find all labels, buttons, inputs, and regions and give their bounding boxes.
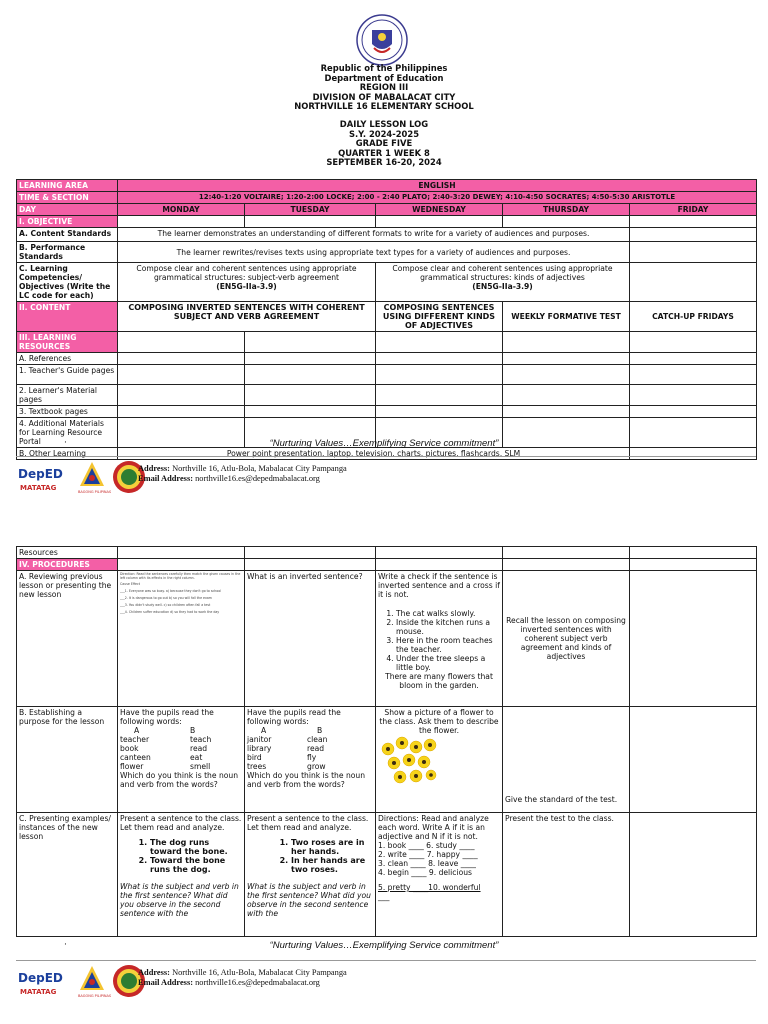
bullet: ·: [64, 438, 67, 448]
list-item: 1. The dog runs toward the bone.: [150, 838, 242, 856]
performance-text: The learner rewrites/revises texts using appropriate text types for a variety of audiences and purposes.: [118, 242, 630, 263]
table-row: [17, 332, 757, 353]
header-line: REGION III: [359, 82, 409, 93]
deped-seal-icon: [356, 14, 408, 66]
address-text: Northville 16, Atlu-Bola, Mabalacat City Pampanga: [172, 968, 347, 977]
table-row: [17, 192, 757, 204]
table-row: [17, 263, 757, 302]
references-label: A. References: [17, 353, 118, 365]
address-label: Address:: [138, 968, 170, 977]
content-friday: CATCH-UP FRIDAYS: [630, 302, 757, 332]
page-2: [0, 512, 768, 1024]
purpose-monday: Have the pupils read the following words: A B teacher teach book read canteen eat flower smell Which do you think is the noun and verb from the words?: [118, 707, 245, 813]
learning-area-label: LEARNING AREA: [17, 180, 118, 192]
footer: [16, 456, 756, 500]
content-thursday: WEEKLY FORMATIVE TEST: [503, 302, 630, 332]
competency-b-text: Compose clear and coherent sentences using appropriate grammatical structures: kinds of adjectives: [392, 264, 613, 282]
header-line: Department of Education: [324, 72, 444, 83]
competencies-label: C. Learning Competencies/ Objectives (Write the LC code for each): [17, 263, 118, 302]
review-label: A. Reviewing previous lesson or presenting the new lesson: [17, 571, 118, 707]
svg-text:BAGONG PILIPINAS: BAGONG PILIPINAS: [78, 490, 112, 494]
learners-material-label: 2. Learner's Material pages: [17, 385, 118, 406]
table-row: [17, 353, 757, 365]
list-item: 2. In her hands are two roses.: [291, 856, 373, 874]
table-row: [17, 813, 757, 937]
header-line: Republic of the Philippines: [320, 63, 448, 73]
inverted-check-list: [378, 609, 500, 672]
bagong-pilipinas-logo-icon: [78, 964, 112, 998]
table-row: [17, 707, 757, 813]
flower-picture-icon: [378, 735, 440, 785]
address-text: Northville 16, Atlu-Bola, Mabalacat City Pampanga: [172, 464, 347, 473]
motto: “Nurturing Values…Exemplifying Service commitment”: [269, 940, 499, 951]
list-item: 3. Here in the room teaches the teacher.: [396, 636, 500, 654]
list-item: 2. Toward the bone runs the dog.: [150, 856, 242, 874]
bagong-pilipinas-logo-icon: [78, 460, 112, 494]
table-row: [17, 365, 757, 385]
log-line: QUARTER 1 WEEK 8: [338, 147, 430, 158]
competency-b-code: (EN5G-IIa-3.9): [472, 282, 533, 291]
example-sentence-list: [120, 838, 242, 874]
email-label: Email Address:: [138, 474, 193, 483]
presenting-tuesday: Present a sentence to the class. Let them read and analyze. 1. Two roses are in her hands. 2. In her hands are two roses. What is the subject and verb in the first sentence? What did you observe in the second sentence with the: [245, 813, 376, 937]
table-row: [17, 180, 757, 192]
presenting-wednesday: Directions: Read and analyze each word. Write A if it is an adjective and N if it is not. 1. book ____ 6. study ____ 2. write ____ 7. happy ____ 3. clean ____ 8. leave ____ 4. begin ____ 9. delicious 5. pretty ____10. wonderful ___: [376, 813, 503, 937]
email-label: Email Address:: [138, 978, 193, 987]
school-header: [0, 64, 768, 112]
list-item: 4. Under the tree sleeps a little boy.: [396, 654, 500, 672]
day-label: DAY: [17, 204, 118, 216]
table-row: [17, 406, 757, 418]
procedures-label: IV. PROCEDURES: [17, 559, 118, 571]
list-item: 2. Inside the kitchen runs a mouse.: [396, 618, 500, 636]
review-monday: [118, 571, 245, 707]
table-row: [17, 228, 757, 242]
purpose-thursday: Give the standard of the test.: [503, 707, 630, 813]
table-row: [17, 559, 757, 571]
teachers-guide-label: 1. Teacher's Guide pages: [17, 365, 118, 385]
table-row: [17, 547, 757, 559]
footer: [16, 960, 756, 1004]
day-wednesday: WEDNESDAY: [376, 204, 503, 216]
svg-text:MATATAG: MATATAG: [20, 988, 57, 996]
bullet: ·: [64, 940, 67, 950]
log-header: [0, 120, 768, 168]
competency-a-text: Compose clear and coherent sentences using appropriate grammatical structures: subject-verb agreement: [136, 264, 357, 282]
email-text: northville16.es@depedmabalacat.org: [195, 474, 320, 483]
day-friday: FRIDAY: [630, 204, 757, 216]
lesson-log-table-1: [16, 179, 757, 460]
performance-label: B. Performance Standards: [17, 242, 118, 263]
example-sentence-list: [247, 838, 373, 874]
day-monday: MONDAY: [118, 204, 245, 216]
log-line: DAILY LESSON LOG: [339, 119, 429, 129]
header-line: DIVISION OF MABALACAT CITY: [312, 91, 456, 102]
deped-matatag-logo-icon: [18, 464, 68, 494]
textbook-label: 3. Textbook pages: [17, 406, 118, 418]
learning-area-value: ENGLISH: [118, 180, 757, 192]
time-label: TIME & SECTION: [17, 192, 118, 204]
day-thursday: THURSDAY: [503, 204, 630, 216]
review-wednesday: Write a check if the sentence is inverted sentence and a cross if it is not. 1. The cat walks slowly. 2. Inside the kitchen runs a mouse. 3. Here in the room teaches the teacher. 4. Under the tree sleeps a little boy. There are many flowers that bloom in the garden.: [376, 571, 503, 707]
svg-text:DepED: DepED: [18, 467, 63, 481]
log-line: S.Y. 2024-2025: [348, 128, 420, 139]
email-text: northville16.es@depedmabalacat.org: [195, 978, 320, 987]
svg-text:DepED: DepED: [18, 971, 63, 985]
list-item: 1. The cat walks slowly.: [396, 609, 500, 618]
purpose-tuesday: Have the pupils read the following words: A B janitor clean library read bird fly trees grow Which do you think is the noun and verb from the words?: [245, 707, 376, 813]
resources-continued: Resources: [17, 547, 118, 559]
review-thursday: Recall the lesson on composing inverted sentences with coherent subject verb agreement and kinds of adjectives: [503, 571, 630, 707]
presenting-monday: Present a sentence to the class. Let them read and analyze. 1. The dog runs toward the bone. 2. Toward the bone runs the dog. What is the subject and verb in the first sentence? What did you observe in the second sentence with the: [118, 813, 245, 937]
content-standards-text: The learner demonstrates an understanding of different formats to write for a variety of audiences and purposes.: [118, 228, 630, 242]
list-item: 1. Two roses are in her hands.: [291, 838, 373, 856]
content-standards-label: A. Content Standards: [17, 228, 118, 242]
day-tuesday: TUESDAY: [245, 204, 376, 216]
time-value: 12:40-1:20 VOLTAIRE; 1:20-2:00 LOCKE; 2:00 - 2:40 PLATO; 2:40-3:20 DEWEY; 4:10-4:50 SOCRATES; 4:50-5:30 ARISTOTLE: [118, 192, 757, 204]
review-tuesday: What is an inverted sentence?: [245, 571, 376, 707]
svg-text:BAGONG PILIPINAS: BAGONG PILIPINAS: [78, 994, 112, 998]
other-learning-text: Power point presentation, laptop, television, charts, pictures, flashcards, SLM: [118, 448, 630, 460]
worksheet-thumbnail: Direction: Read the sentences carefully then match the given causes in the left column with its effects in the right column. Cause Effect ___1. Everyone was so busy. a) because they don't go to school ___2. It is dangerous to go out b) so you will fall the exam ___3. You didn't study well. c) so children often fall a test ___4. Children suffer education d) so they had to work the day: [120, 572, 241, 614]
competency-a: [118, 263, 376, 302]
log-line: GRADE FIVE: [355, 138, 413, 149]
purpose-wednesday: Show a picture of a flower to the class. Ask them to describe the flower.: [376, 707, 503, 813]
other-learning-label: B. Other Learning: [17, 448, 118, 460]
presenting-label: C. Presenting examples/ instances of the new lesson: [17, 813, 118, 937]
address-block: [138, 968, 347, 988]
lesson-log-table-2: [16, 546, 757, 937]
table-row: [17, 204, 757, 216]
objective-label: I. OBJECTIVE: [17, 216, 118, 228]
content-b: COMPOSING SENTENCES USING DIFFERENT KINDS OF ADJECTIVES: [376, 302, 503, 332]
svg-text:MATATAG: MATATAG: [20, 484, 57, 492]
presenting-thursday: Present the test to the class.: [503, 813, 630, 937]
motto: “Nurturing Values…Exemplifying Service commitment”: [269, 438, 499, 449]
log-line: SEPTEMBER 16-20, 2024: [326, 157, 442, 168]
resources-label: III. LEARNING RESOURCES: [17, 332, 118, 353]
competency-a-code: (EN5G-IIa-3.9): [216, 282, 277, 291]
address-block: [138, 464, 347, 484]
table-row: [17, 571, 757, 707]
additional-materials-label: 4. Additional Materials for Learning Resource Portal: [17, 418, 118, 448]
table-row: [17, 242, 757, 263]
header-line: NORTHVILLE 16 ELEMENTARY SCHOOL: [294, 101, 474, 112]
content-a: COMPOSING INVERTED SENTENCES WITH COHERENT SUBJECT AND VERB AGREEMENT: [118, 302, 376, 332]
competency-b: [376, 263, 630, 302]
deped-matatag-logo-icon: [18, 968, 68, 998]
purpose-label: B. Establishing a purpose for the lesson: [17, 707, 118, 813]
address-label: Address:: [138, 464, 170, 473]
table-row: [17, 302, 757, 332]
table-row: [17, 385, 757, 406]
content-label: II. CONTENT: [17, 302, 118, 332]
table-row: [17, 216, 757, 228]
